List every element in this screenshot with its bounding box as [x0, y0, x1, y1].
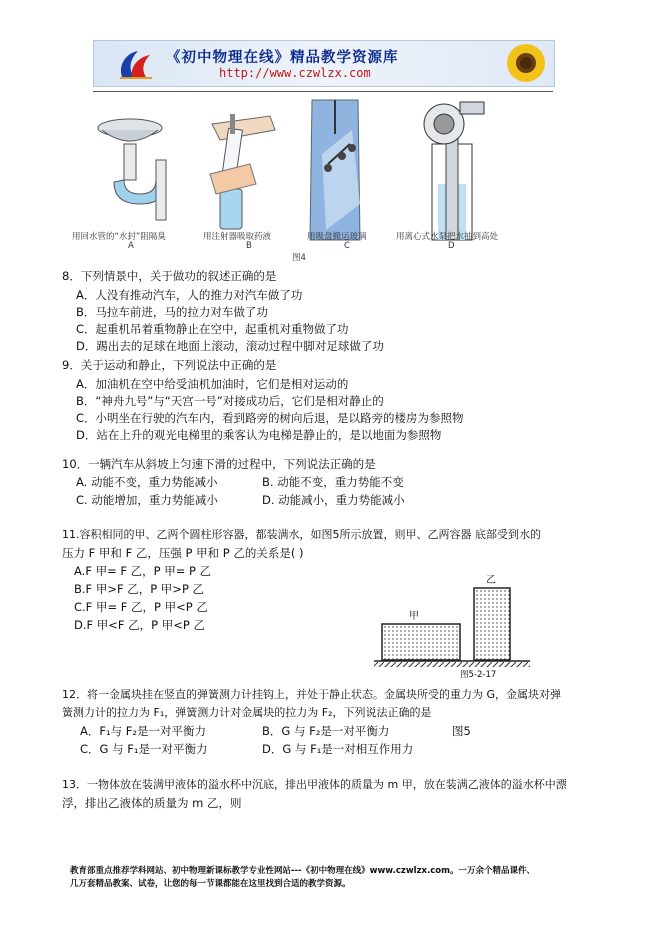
figure-4-caption-c: 用吸盘搬运玻璃 — [307, 232, 367, 242]
figure-5-containers — [372, 578, 532, 668]
question-9-option-c: C．小明坐在行驶的汽车内，看到路旁的树向后退，是以路旁的楼房为参照物 — [76, 411, 464, 425]
header-rule — [93, 91, 553, 92]
question-11-option-a: A.F 甲= F 乙，P 甲= P 乙 — [74, 564, 212, 578]
figure-4-letter-d: D — [448, 241, 455, 251]
question-11-line-1: 11.容积相同的甲、乙两个圆柱形容器，都装满水，如图5所示放置，则甲、乙两容器 底部受到水的 — [62, 528, 541, 541]
question-11-line-2: 压力 F 甲和 F 乙，压强 P 甲和 P 乙的关系是( ) — [62, 546, 304, 560]
footer-line-1: 教育部重点推荐学科网站、初中物理新课标教学专业性网站---《初中物理在线》www.czwlzx.com。一万余个精品课件、 — [70, 866, 535, 876]
question-9-option-b: B．“神舟九号”与“天宫一号”对接成功后，它们是相对静止的 — [76, 394, 384, 408]
question-13-line-2: 浮，排出乙液体的质量为 m 乙，则 — [62, 796, 242, 810]
figure-4-caption-d: 用离心式水泵把水抽到高处 — [396, 232, 499, 242]
question-12-option-a: A．F₁与 F₂是一对平衡力 — [80, 724, 206, 738]
sink-trap-illustration — [98, 119, 166, 220]
question-11-option-c: C.F 甲= F 乙，P 甲<P 乙 — [74, 600, 208, 614]
question-11-option-d: D.F 甲<F 乙，P 甲<P 乙 — [74, 618, 206, 632]
question-8-option-a: A．人没有推动汽车，人的推力对汽车做了功 — [76, 288, 303, 302]
question-12-option-b: B．G 与 F₂是一对平衡力 — [262, 724, 390, 738]
question-10-option-c: C. 动能增加，重力势能减小 — [76, 493, 218, 507]
header-banner — [93, 40, 555, 87]
question-8-option-b: B．马拉车前进，马的拉力对车做了功 — [76, 305, 268, 319]
figure-5-2-17-label: 图5-2-17 — [460, 670, 497, 680]
logo-icon — [116, 47, 156, 81]
container-yi — [474, 588, 510, 660]
question-8-stem: 8．下列情景中，关于做功的叙述正确的是 — [62, 269, 277, 283]
question-10-option-b: B. 动能不变，重力势能不变 — [262, 475, 404, 489]
pump-illustration — [424, 102, 484, 240]
suction-cup-illustration — [310, 100, 360, 240]
figure-4-letter-b: B — [246, 241, 252, 251]
question-12-option-c: C．G 与 F₁是一对平衡力 — [80, 742, 208, 756]
question-9-stem: 9．关于运动和静止，下列说法中正确的是 — [62, 358, 277, 372]
question-10-option-a: A. 动能不变，重力势能减小 — [76, 475, 218, 489]
figure-4-letter-a: A — [128, 241, 134, 251]
question-10-stem: 10．一辆汽车从斜坡上匀速下滑的过程中，下列说法正确的是 — [62, 457, 376, 471]
question-9-option-a: A．加油机在空中给受油机加油时，它们是相对运动的 — [76, 377, 349, 391]
syringe-illustration — [210, 114, 275, 229]
question-12-line-1: 12．将一金属块挂在竖直的弹簧测力计挂钩上，并处于静止状态。金属块所受的重力为 G，金属块对弹 — [62, 688, 562, 701]
container-jia — [382, 624, 460, 660]
figure-4-caption-b: 用注射器吸取药液 — [203, 232, 272, 242]
question-12-option-d: D．G 与 F₁是一对相互作用力 — [262, 742, 414, 756]
banner-title: 《初中物理在线》精品教学资源库 — [166, 49, 399, 66]
figure-4-letter-c: C — [344, 241, 350, 251]
figure-4-illustrations — [60, 94, 560, 244]
question-13-line-1: 13．一物体放在装满甲液体的溢水杯中沉底，排出甲液体的质量为 m 甲，放在装满乙液体的溢水杯中漂 — [62, 778, 567, 791]
question-12-line-2: 簧测力计的拉力为 F₁，弹簧测力计对金属块的拉力为 F₂，下列说法正确的是 — [62, 706, 432, 719]
banner-url: http://www.czwlzx.com — [219, 66, 371, 80]
figure-4-caption-a: 用回水管的“水封”阻隔臭 — [72, 232, 166, 242]
container-jia-label: 甲 — [409, 611, 419, 622]
figure-4-label: 图4 — [292, 253, 306, 263]
question-8-option-d: D．踢出去的足球在地面上滚动，滚动过程中脚对足球做了功 — [76, 339, 384, 353]
question-11-option-b: B.F 甲>F 乙，P 甲>P 乙 — [74, 582, 205, 596]
question-10-option-d: D. 动能减小，重力势能减小 — [262, 493, 405, 507]
figure-5-label: 图5 — [452, 724, 471, 738]
footer-line-2: 几万套精品教案、试卷，让您的每一节课都能在这里找到合适的教学资源。 — [70, 879, 351, 889]
sunflower-icon — [496, 41, 554, 86]
container-yi-label: 乙 — [486, 575, 496, 586]
question-8-option-c: C．起重机吊着重物静止在空中，起重机对重物做了功 — [76, 322, 349, 336]
question-9-option-d: D．站在上升的观光电梯里的乘客认为电梯是静止的，是以地面为参照物 — [76, 428, 442, 442]
